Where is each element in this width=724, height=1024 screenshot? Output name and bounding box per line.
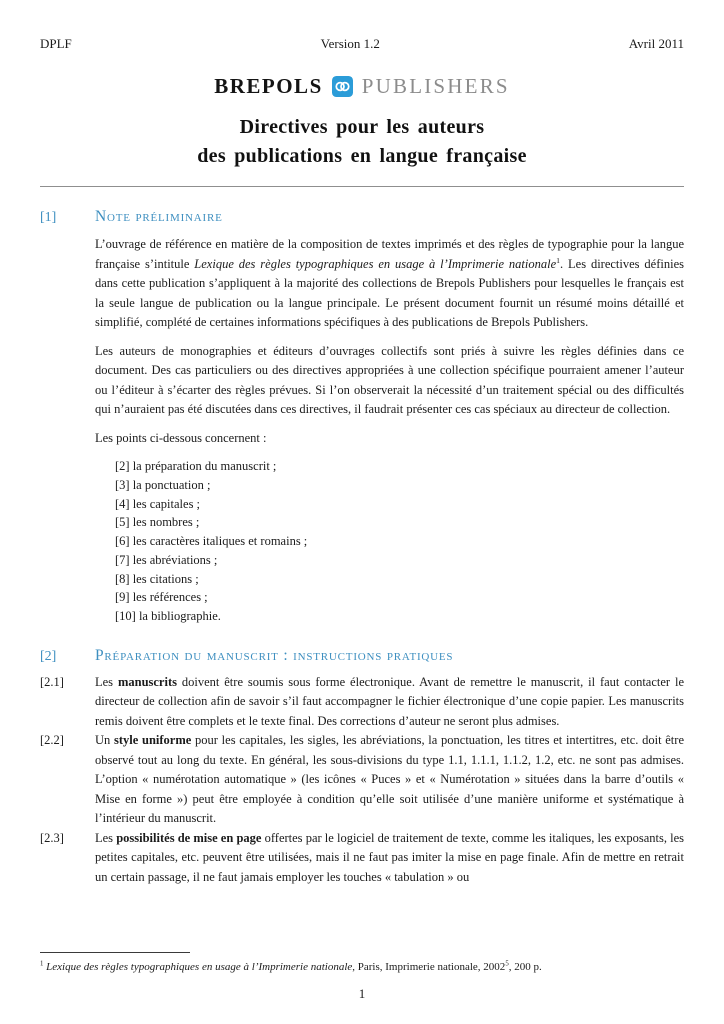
item-text: Les possibilités de mise en page offertes par le logiciel de traitement de texte, comme les italiques, les exposants, les petites capitales, etc. peuvent être utilisées, mais il ne faut pas imiter la mise en page finale. Afin de mettre en retrait un certain passage, il ne faut jamais employer les touches « tabulation » ou <box>95 830 684 884</box>
title-line-1: Directives pour les auteurs <box>239 116 485 138</box>
item-text: Les manuscrits doivent être soumis sous forme électronique. Avant de remettre le manuscrit, il faut contacter le directeur de collection afin de savoir s’il faut accompagner le fichier électronique d’une copie papier. Les manuscrits remis doivent être complets et le texte final. Des corrections d’auteur ne seront plus admises. <box>95 674 684 728</box>
item-number: [2.2] <box>40 733 64 748</box>
numbered-item-2-3 <box>40 829 684 888</box>
list-item: [8] les citations ; <box>115 571 199 586</box>
section-2-preparation-manuscrit <box>40 647 684 888</box>
brepols-logo <box>40 74 684 99</box>
brepols-knot-icon <box>332 76 353 97</box>
paragraph-1: L’ouvrage de référence en matière de la composition de textes imprimés et des règles de typographie pour la langue française s’intitule Lexique des règles typographiques en usage à l’Imprimerie nationale$^1$. Les directives définies dans cette publication s’appliquent à la majorité des collections de Brepols Publishers pour lesquelles le français est la seule langue de publication ou la langue principale. Le présent document fournit un résumé moins détaillé et simplifié, complété de certaines informations spécifiques à des publications de Brepols Publishers. <box>95 237 684 329</box>
list-item: [3] la ponctuation ; <box>115 477 211 492</box>
header-date-text: Avril 2011 <box>628 36 684 51</box>
points-list <box>115 457 684 626</box>
section-1-number: [1] <box>40 210 57 225</box>
list-item: [9] les références ; <box>115 590 208 605</box>
footnote-text: $^1$ Lexique des règles typographiques en usage à l’Imprimerie nationale, Paris, Imprimerie nationale, 2002$^5$, 200 p. <box>40 960 542 974</box>
list-item: [5] les nombres ; <box>115 515 200 530</box>
list-item: [10] la bibliographie. <box>115 609 221 623</box>
section-2-title: Préparation du manuscrit : instructions pratiques <box>95 646 454 664</box>
header-left-text: DPLF <box>40 36 72 51</box>
section-1-note-preliminaire <box>40 208 684 626</box>
section-2-number: [2] <box>40 648 57 664</box>
header-version-text: Version 1.2 <box>320 36 380 51</box>
list-item: [6] les caractères italiques et romains ; <box>115 534 308 548</box>
list-item: [2] la préparation du manuscrit ; <box>115 459 277 473</box>
title-line-2: des publications en langue française <box>197 145 527 167</box>
section-2-items <box>40 673 684 888</box>
list-intro: Les points ci-dessous concernent : <box>95 430 267 445</box>
title-divider-rule <box>40 186 684 187</box>
numbered-item-2-1 <box>40 673 684 732</box>
document-title <box>40 113 684 171</box>
item-number: [2.1] <box>40 674 64 689</box>
logo-publishers-text: PUBLISHERS <box>361 74 510 98</box>
item-number: [2.3] <box>40 830 64 845</box>
footnote-area <box>40 952 684 976</box>
section-1-title: Note préliminaire <box>95 208 223 225</box>
running-header <box>40 36 684 52</box>
numbered-item-2-2 <box>40 731 684 829</box>
list-item: [7] les abréviations ; <box>115 552 218 567</box>
footnote-separator-rule <box>40 952 190 953</box>
logo-brepols-text: BREPOLS <box>214 74 323 98</box>
paragraph-2: Les auteurs de monographies et éditeurs d’ouvrages collectifs sont priés à suivre les règles définies dans ce document. Des cas particuliers ou des directives appropriées à une collection spécifique pourraient amener l’auteur ou l’éditeur à s’écarter des règles prévues. Si l’on observerait la nécessité d’un traitement spécial ou des difficultés qui n’auraient pas été discutées dans ces directives, il faudrait présenter ces cas spéciaux au directeur de collection. <box>95 343 684 416</box>
page-number: 1 <box>358 986 366 1001</box>
section-1-body <box>95 235 684 626</box>
item-text: Un style uniforme pour les capitales, les sigles, les abréviations, la ponctuation, les titres et intertitres, etc. doit être observé tout au long du texte. En général, les sous-divisions du type 1.1, 1.1.1, 1.1.2, 1.2, etc. ne sont pas admises. L’option « numérotation automatique » (les icônes « Puces » et « Numérotation » situées dans la barre d’outils « Mise en forme ») peut être employée à condition qu’elle soit utilisée d’une manière uniforme et systématique à l’intérieur du manuscrit. <box>95 733 684 826</box>
section-2-heading-row <box>40 647 684 665</box>
section-1-heading-row <box>40 208 684 226</box>
list-item: [4] les capitales ; <box>115 496 201 511</box>
